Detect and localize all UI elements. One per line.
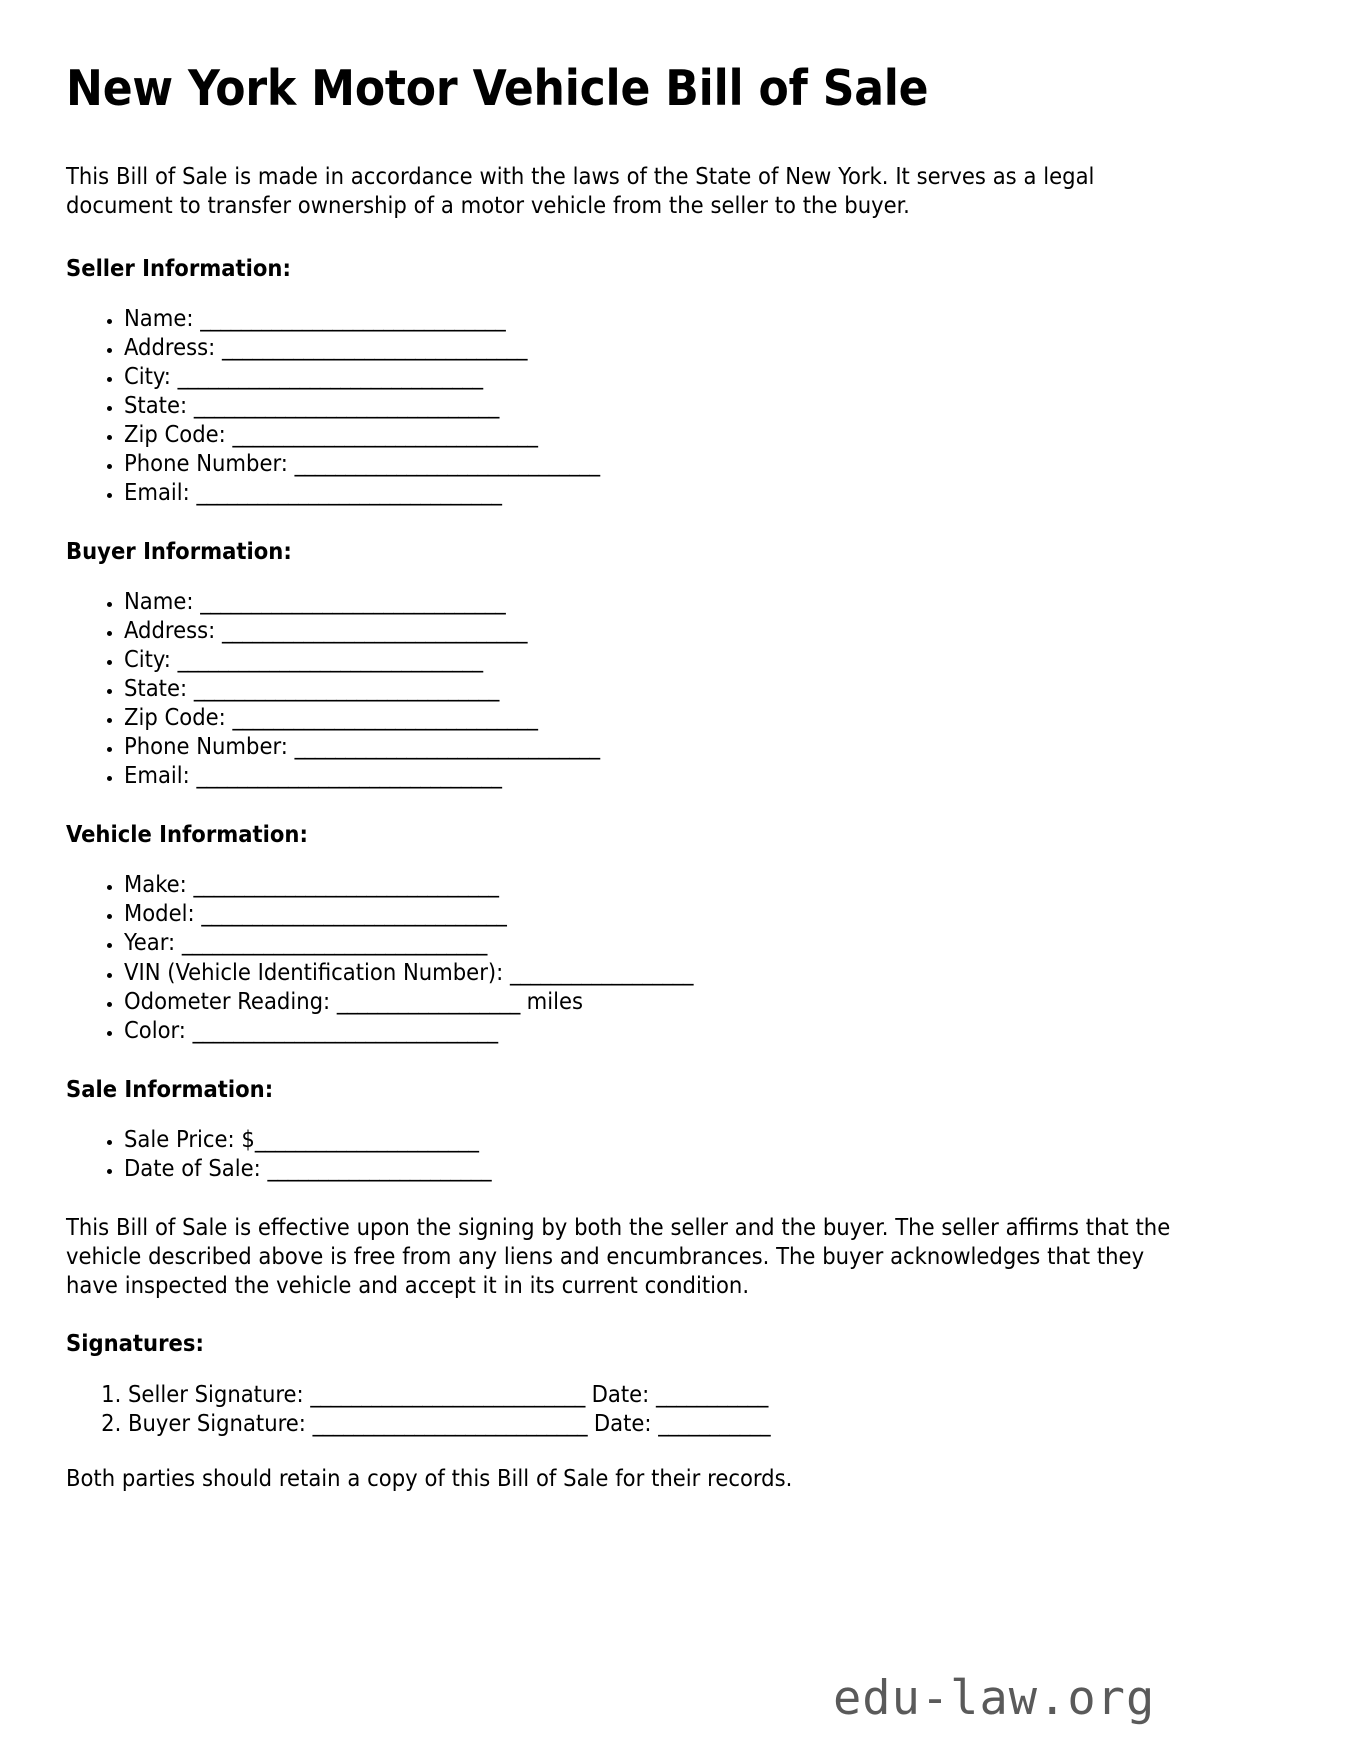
spacer [66,1358,1196,1380]
list-item [124,899,1196,928]
list-item [124,732,1196,761]
spacer [66,507,1196,537]
field-suffix: miles [519,986,583,1015]
field-label: Name: [124,303,201,332]
field-label: Name: [124,587,201,616]
seller-field-list [66,304,1196,507]
spacer [66,220,1196,254]
section-heading-sale: Sale Information: [66,1074,274,1103]
list-item [124,304,1196,333]
field-blank[interactable]: ______________________________ [193,390,499,419]
date-label: Date: [584,1379,657,1408]
field-label: Odometer Reading: [124,986,337,1015]
field-label: Email: [124,761,197,790]
list-item [124,870,1196,899]
field-blank[interactable]: ______________________________ [193,674,499,703]
field-label: Model: [124,899,202,928]
intro-paragraph: This Bill of Sale is made in accordance with the laws of the State of New York. It serves as a legal document to transfer ownership of a motor vehicle from the seller to the buyer. [66,161,1095,219]
sale-field-list [66,1125,1196,1183]
field-blank[interactable]: ______________________________ [232,419,538,448]
field-blank[interactable]: ______________________________ [177,361,483,390]
list-item [124,362,1196,391]
field-blank[interactable]: ______________________________ [294,448,600,477]
signature-label: Buyer Signature: [128,1408,313,1437]
field-label: City: [124,645,178,674]
list-item [128,1380,1196,1409]
field-label: Address: [124,616,222,645]
spacer [66,282,1196,304]
field-label: Email: [124,477,197,506]
spacer [66,790,1196,820]
list-item [124,928,1196,957]
page-title: New York Motor Vehicle Bill of Sale [66,60,929,117]
signature-blank[interactable]: ___________________________ [310,1379,585,1408]
list-item [124,478,1196,507]
list-item [124,703,1196,732]
list-item [128,1409,1196,1438]
field-label: Phone Number: [124,732,295,761]
section-heading-seller: Seller Information: [66,253,291,282]
closing-paragraph: Both parties should retain a copy of this Bill of Sale for their records. [66,1463,793,1492]
list-item [124,1154,1196,1183]
field-blank[interactable]: ______________________________ [196,761,502,790]
field-blank[interactable]: ______________________________ [200,587,506,616]
field-label: Make: [124,870,194,899]
signature-list [66,1380,1196,1438]
field-blank[interactable]: ______________________________ [200,303,506,332]
list-item [124,674,1196,703]
list-item [124,616,1196,645]
section-heading-signatures: Signatures: [66,1329,204,1358]
field-blank[interactable]: ______________________________ [294,732,600,761]
spacer [66,1103,1196,1125]
field-label: VIN (Vehicle Identification Number): [124,957,510,986]
field-blank[interactable]: ______________________________ [232,703,538,732]
spacer [66,116,1196,162]
field-label: Color: [124,1015,193,1044]
list-item [124,1016,1196,1045]
effective-paragraph: This Bill of Sale is effective upon the signing by both the seller and the buyer. The seller affirms that the vehicle described above is free from any liens and encumbrances. The buyer acknowledges that they have inspected the vehicle and accept it in its current condition. [66,1212,1171,1299]
field-label: Sale Price: $ [124,1124,255,1153]
section-heading-vehicle: Vehicle Information: [66,820,308,849]
field-label: State: [124,674,194,703]
signature-label: Seller Signature: [128,1379,311,1408]
field-blank[interactable]: ______________________ [267,1153,492,1182]
spacer [66,1299,1196,1329]
date-blank[interactable]: ___________ [658,1408,771,1437]
list-item [124,958,1196,987]
field-blank[interactable]: ______________________________ [192,1015,498,1044]
field-label: Zip Code: [124,419,233,448]
date-blank[interactable]: ___________ [656,1379,768,1408]
document-content [66,62,1196,1493]
field-label: Phone Number: [124,448,295,477]
list-item [124,987,1196,1016]
field-blank[interactable]: ______________________________ [193,870,499,899]
spacer [66,565,1196,587]
section-heading-buyer: Buyer Information: [66,536,292,565]
field-label: City: [124,361,178,390]
field-blank[interactable]: __________________ [509,957,694,986]
list-item [124,761,1196,790]
field-label: Date of Sale: [124,1153,268,1182]
field-blank[interactable]: ______________________________ [177,645,483,674]
field-blank[interactable]: ______________________________ [221,616,527,645]
list-item [124,587,1196,616]
list-item [124,333,1196,362]
field-blank[interactable]: ______________________________ [181,928,487,957]
field-blank[interactable]: ______________________________ [221,332,527,361]
field-label: Zip Code: [124,703,233,732]
list-item [124,391,1196,420]
list-item [124,1125,1196,1154]
spacer [66,1045,1196,1075]
field-label: Year: [124,928,182,957]
field-label: State: [124,390,194,419]
field-label: Address: [124,332,222,361]
spacer [66,1183,1196,1213]
signature-blank[interactable]: ___________________________ [312,1408,588,1437]
field-blank[interactable]: ______________________ [254,1124,479,1153]
field-blank[interactable]: ______________________________ [201,899,507,928]
buyer-field-list [66,587,1196,790]
date-label: Date: [587,1408,659,1437]
spacer [66,1438,1196,1464]
spacer [66,848,1196,870]
list-item [124,449,1196,478]
list-item [124,420,1196,449]
vehicle-field-list [66,870,1196,1044]
list-item [124,645,1196,674]
field-blank[interactable]: ______________________________ [196,477,502,506]
site-watermark: edu-law.org [833,1671,1156,1726]
field-blank[interactable]: __________________ [336,986,520,1015]
